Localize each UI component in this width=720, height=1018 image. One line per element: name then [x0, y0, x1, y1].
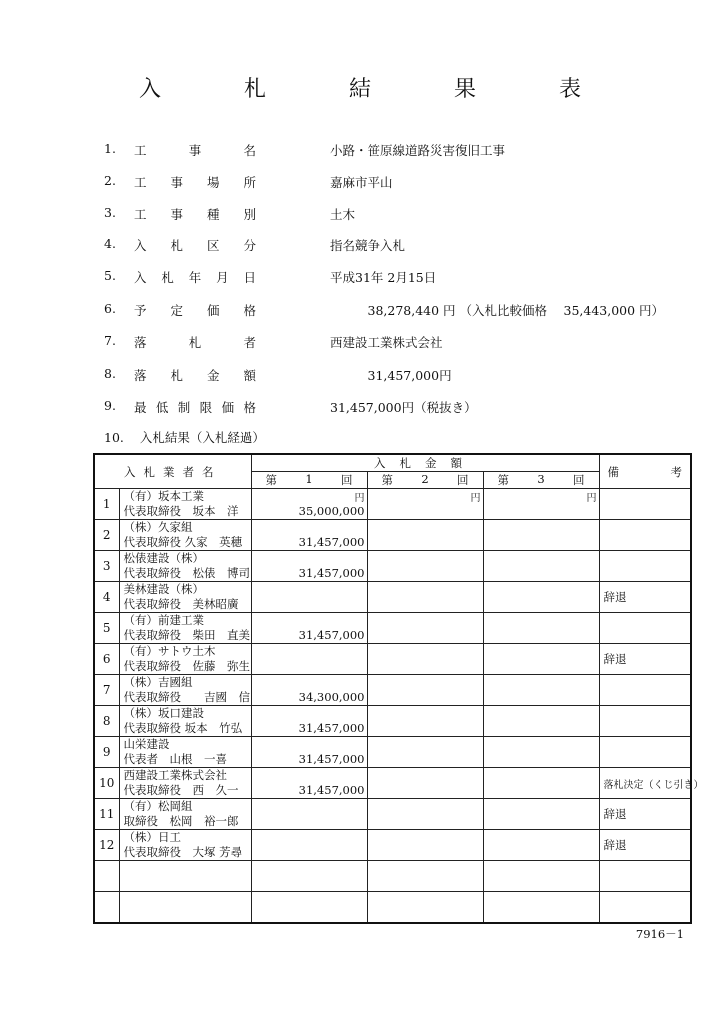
bid-amount-round-1: [251, 799, 367, 830]
note-cell: [599, 675, 691, 706]
header-bid-amount: 入札金額: [251, 454, 599, 472]
bidder-cell: [119, 551, 251, 582]
bid-amount-round-3: [483, 768, 599, 799]
bidder-cell: [119, 644, 251, 675]
bid-amount-round-3: [483, 830, 599, 861]
bidder-cell: [119, 799, 251, 830]
bidder-cell: [119, 489, 251, 520]
bid-amount-round-2: [367, 520, 483, 551]
bid-amount-round-3: [483, 582, 599, 613]
bidder-company: （有）前建工業: [123, 613, 204, 627]
row-number: 6: [94, 644, 119, 675]
bidder-representative: 代表取締役 西 久一: [123, 783, 239, 797]
field-label-char: 入: [134, 238, 147, 253]
field-label-char: 工: [134, 143, 147, 158]
bidder-company: （有）サトウ土木: [123, 644, 216, 658]
yen-unit: 円: [470, 493, 481, 504]
field-label: [134, 205, 256, 223]
field-label-char: 事: [170, 175, 183, 190]
header-round-1: 第 1 回: [251, 472, 367, 489]
field-label-char: 価: [206, 303, 220, 318]
bidder-representative: 代表者 山根 一喜: [123, 752, 227, 766]
bid-amount-round-2: [367, 489, 483, 520]
table-row: [94, 551, 691, 582]
table-row: [94, 489, 691, 520]
table-row: [94, 830, 691, 861]
bid-amount-round-2: [367, 737, 483, 768]
row-number: 8: [94, 706, 119, 737]
table-row: [94, 613, 691, 644]
field-value: 31,457,000円: [330, 368, 452, 383]
bid-amount-round-1: [251, 551, 367, 582]
bid-amount-round-3: [483, 706, 599, 737]
row-number: 11: [94, 799, 119, 830]
empty-cell: [483, 892, 599, 924]
bidder-company: （有）松岡組: [123, 799, 193, 813]
field-label-char: 格: [243, 303, 256, 318]
field-number: 5.: [104, 268, 116, 283]
field-number: 1.: [104, 141, 116, 156]
bidder-representative: 代表取締役 美林昭廣: [123, 597, 239, 611]
bidder-company: （株）日工: [123, 830, 181, 844]
bidder-representative: 代表取締役 松俵 博司: [123, 566, 250, 580]
document-code: 7916－1: [635, 927, 684, 941]
note-cell: 辞退: [599, 644, 691, 675]
table-row: [94, 737, 691, 768]
note-cell: [599, 520, 691, 551]
bidder-representative: 代表取締役 大塚 芳尋: [123, 845, 243, 859]
bid-amount-round-3: [483, 489, 599, 520]
bid-value: 34,300,000: [298, 690, 365, 704]
bidder-cell: [119, 737, 251, 768]
bidder-company: （株）吉國組: [123, 675, 193, 689]
row-number: 2: [94, 520, 119, 551]
result-heading-label: 入札結果（入札経過）: [139, 430, 265, 445]
bid-amount-round-2: [367, 675, 483, 706]
field-label: [134, 398, 256, 416]
empty-row: [94, 892, 691, 924]
field-number: 3.: [104, 205, 116, 220]
bid-amount-round-1: [251, 737, 367, 768]
bidder-company: （株）久家組: [123, 520, 193, 534]
empty-cell: [483, 861, 599, 892]
table-row: [94, 768, 691, 799]
field-label-char: 定: [170, 303, 183, 318]
empty-cell: [251, 892, 367, 924]
field-label: [134, 268, 256, 286]
field-label-char: 別: [243, 207, 256, 222]
bid-value: 31,457,000: [298, 535, 365, 549]
bidder-company: （株）坂口建設: [123, 706, 204, 720]
empty-cell: [367, 861, 483, 892]
field-label-char: 事: [170, 207, 183, 222]
field-label-char: 名: [243, 143, 256, 158]
note-cell: [599, 613, 691, 644]
row-number: 12: [94, 830, 119, 861]
bidder-cell: [119, 706, 251, 737]
field-value: 嘉麻市平山: [330, 175, 393, 190]
field-value: 小路・笹原線道路災害復旧工事: [330, 143, 506, 158]
empty-row: [94, 861, 691, 892]
header-bidder-name: 入札業者名: [94, 454, 251, 489]
field-number: 9.: [104, 398, 116, 413]
field-label: [134, 333, 256, 351]
field-value: 西建設工業株式会社: [330, 335, 443, 350]
bid-amount-round-3: [483, 613, 599, 644]
field-label-char: 月: [216, 270, 229, 285]
note-cell: [599, 551, 691, 582]
bidder-company: 松俵建設（株）: [123, 551, 204, 565]
row-number: 9: [94, 737, 119, 768]
row-number: 4: [94, 582, 119, 613]
bidder-representative: 代表取締役 坂本 洋: [123, 504, 239, 518]
bid-value: 31,457,000: [298, 752, 365, 766]
field-label-char: 種: [206, 207, 220, 222]
field-label: [134, 366, 256, 384]
field-label: [134, 236, 256, 254]
empty-cell: [119, 861, 251, 892]
field-label-char: 札: [161, 270, 174, 285]
field-label-char: 最: [134, 400, 147, 415]
bidder-cell: [119, 830, 251, 861]
bid-amount-round-3: [483, 737, 599, 768]
note-cell: 辞退: [599, 799, 691, 830]
table-row: [94, 582, 691, 613]
field-label-char: 限: [199, 400, 213, 415]
field-label-char: 工: [134, 207, 147, 222]
field-label-char: 額: [243, 368, 256, 383]
field-value: 31,457,000円（税抜き）: [330, 400, 477, 415]
row-number: 1: [94, 489, 119, 520]
bidder-cell: [119, 582, 251, 613]
field-label-char: 年: [188, 270, 202, 285]
bid-amount-round-2: [367, 644, 483, 675]
bidder-representative: 代表取締役 坂本 竹弘: [123, 721, 243, 735]
bidder-company: 山栄建設: [123, 737, 170, 751]
field-label-char: 者: [243, 335, 256, 350]
field-label-char: 日: [243, 270, 256, 285]
bid-amount-round-1: [251, 644, 367, 675]
result-heading-num: 10.: [104, 430, 124, 445]
bid-amount-round-2: [367, 582, 483, 613]
field-label-char: 金: [206, 368, 220, 383]
bid-value: 31,457,000: [298, 566, 365, 580]
row-number: 10: [94, 768, 119, 799]
field-label-char: 工: [134, 175, 147, 190]
bid-amount-round-2: [367, 830, 483, 861]
field-number: 6.: [104, 301, 116, 316]
bid-value: 31,457,000: [298, 628, 365, 642]
bid-amount-round-1: [251, 675, 367, 706]
bid-results-table: [93, 453, 704, 924]
bid-amount-round-3: [483, 799, 599, 830]
note-cell: 辞退: [599, 582, 691, 613]
field-label-char: 場: [206, 175, 220, 190]
bid-amount-round-1: [251, 613, 367, 644]
bidder-company: 美林建設（株）: [123, 582, 204, 596]
header-note: 備 考: [599, 454, 691, 489]
bidder-representative: 代表取締役 久家 英穂: [123, 535, 243, 549]
bidder-representative: 代表取締役 吉國 信: [123, 690, 250, 704]
bid-amount-round-1: [251, 520, 367, 551]
empty-cell: [251, 861, 367, 892]
empty-cell: [94, 892, 119, 924]
bid-amount-round-3: [483, 675, 599, 706]
header-round-3: 第 3 回: [483, 472, 599, 489]
field-label: [134, 301, 256, 319]
bid-value: 31,457,000: [298, 783, 365, 797]
field-label-char: 制: [177, 400, 191, 415]
field-label-char: 札: [170, 368, 183, 383]
bid-amount-round-3: [483, 551, 599, 582]
row-number: 5: [94, 613, 119, 644]
field-value: 土木: [330, 207, 356, 222]
header-round-2: 第 2 回: [367, 472, 483, 489]
table-row: [94, 520, 691, 551]
bid-amount-round-1: [251, 768, 367, 799]
field-label-char: 所: [243, 175, 256, 190]
field-label-char: 落: [134, 335, 147, 350]
bidder-cell: [119, 768, 251, 799]
yen-unit: 円: [586, 493, 597, 504]
field-label: [134, 173, 256, 191]
field-number: 8.: [104, 366, 116, 381]
row-number: 3: [94, 551, 119, 582]
table-row: [94, 644, 691, 675]
field-label-char: 札: [188, 335, 202, 350]
field-label-char: 落: [134, 368, 147, 383]
table-row: [94, 706, 691, 737]
field-value: 平成31年 2月15日: [330, 270, 437, 285]
field-label-char: 低: [155, 400, 169, 415]
bid-amount-round-2: [367, 768, 483, 799]
bidder-representative: 代表取締役 柴田 直美: [123, 628, 250, 642]
field-label-char: 価: [221, 400, 235, 415]
empty-cell: [599, 892, 691, 924]
bid-amount-round-1: [251, 830, 367, 861]
bidder-company: 西建設工業株式会社: [123, 768, 227, 782]
note-cell: [599, 489, 691, 520]
bidder-cell: [119, 520, 251, 551]
row-number: 7: [94, 675, 119, 706]
bid-amount-round-2: [367, 706, 483, 737]
empty-cell: [367, 892, 483, 924]
bid-value: 31,457,000: [298, 721, 365, 735]
bidder-representative: 取締役 松岡 裕一郎: [123, 814, 239, 828]
field-label-char: 区: [206, 238, 220, 253]
bidder-company: （有）坂本工業: [123, 489, 204, 503]
field-label-char: 予: [134, 303, 147, 318]
field-number: 7.: [104, 333, 116, 348]
yen-unit: 円: [354, 493, 365, 504]
field-label-char: 分: [243, 238, 256, 253]
bid-amount-round-2: [367, 613, 483, 644]
bid-amount-round-1: [251, 706, 367, 737]
result-heading: [104, 428, 265, 446]
bid-amount-round-1: [251, 582, 367, 613]
field-number: 2.: [104, 173, 116, 188]
note-cell: [599, 737, 691, 768]
empty-cell: [599, 861, 691, 892]
field-value: 指名競争入札: [330, 238, 406, 253]
note-cell: [599, 706, 691, 737]
bidder-cell: [119, 675, 251, 706]
note-cell: 辞退: [599, 830, 691, 861]
note-cell: 落札決定（くじ引き）: [599, 768, 691, 799]
field-value: 38,278,440 円 （入札比較価格 35,443,000 円）: [330, 303, 665, 318]
page-title: 入 札 結 果 表: [139, 77, 619, 102]
bidder-representative: 代表取締役 佐藤 弥生: [123, 659, 250, 673]
bid-amount-round-2: [367, 551, 483, 582]
field-label-char: 札: [170, 238, 183, 253]
bid-amount-round-1: [251, 489, 367, 520]
bid-amount-round-3: [483, 520, 599, 551]
empty-cell: [119, 892, 251, 924]
bid-amount-round-3: [483, 644, 599, 675]
table-row: [94, 675, 691, 706]
bidder-cell: [119, 613, 251, 644]
empty-cell: [94, 861, 119, 892]
field-label-char: 入: [134, 270, 147, 285]
field-label-char: 事: [188, 143, 202, 158]
table-row: [94, 799, 691, 830]
bid-amount-round-2: [367, 799, 483, 830]
field-label-char: 格: [243, 400, 256, 415]
field-label: [134, 141, 256, 159]
bid-value: 35,000,000: [298, 504, 365, 518]
field-number: 4.: [104, 236, 116, 251]
